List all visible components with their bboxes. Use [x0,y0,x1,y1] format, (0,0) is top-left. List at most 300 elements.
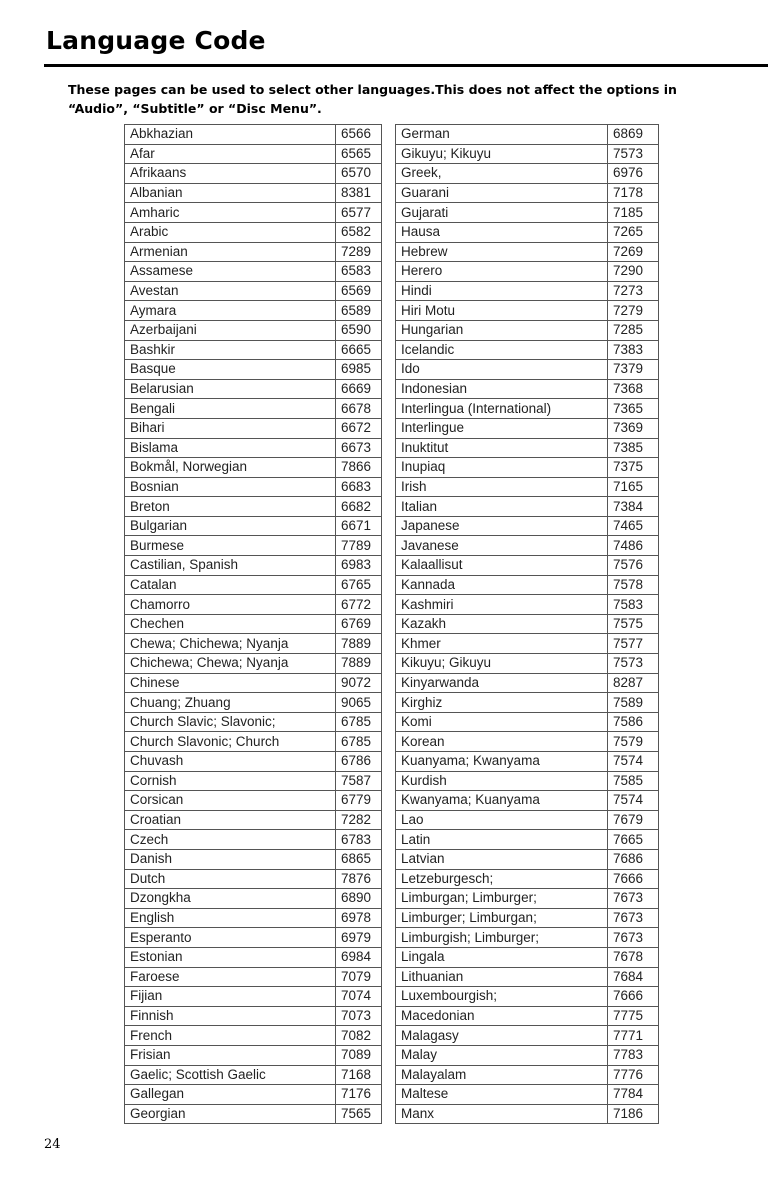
language-name: Corsican [125,791,336,811]
language-name: Lithuanian [396,967,608,987]
language-code: 7673 [608,928,659,948]
language-code: 6978 [336,908,382,928]
table-row [396,889,659,909]
language-name: Guarani [396,183,608,203]
language-name: Arabic [125,222,336,242]
language-code: 6783 [336,830,382,850]
language-name: Korean [396,732,608,752]
language-code: 9072 [336,673,382,693]
language-code: 7573 [608,654,659,674]
language-code: 6672 [336,418,382,438]
table-row [125,281,382,301]
table-row [125,673,382,693]
table-row [125,869,382,889]
table-row [125,301,382,321]
language-code: 7574 [608,752,659,772]
language-name: Bokmål, Norwegian [125,458,336,478]
language-code: 7265 [608,222,659,242]
language-name: Interlingua (International) [396,399,608,419]
table-row [396,536,659,556]
language-name: Aymara [125,301,336,321]
language-code: 7368 [608,379,659,399]
language-code: 7289 [336,242,382,262]
language-name: Gikuyu; Kikuyu [396,144,608,164]
language-code: 7269 [608,242,659,262]
language-name: Kinyarwanda [396,673,608,693]
language-code: 6779 [336,791,382,811]
language-code: 7165 [608,477,659,497]
language-name: Chechen [125,614,336,634]
language-name: Cornish [125,771,336,791]
language-code: 7673 [608,908,659,928]
language-name: Frisian [125,1045,336,1065]
language-code: 7565 [336,1104,382,1124]
language-name: Basque [125,360,336,380]
language-code: 7365 [608,399,659,419]
table-row [396,928,659,948]
language-code: 7589 [608,693,659,713]
language-name: Church Slavic; Slavonic; [125,712,336,732]
language-code: 7889 [336,654,382,674]
language-code: 7186 [608,1104,659,1124]
language-code: 7587 [336,771,382,791]
language-name: Albanian [125,183,336,203]
language-name: Church Slavonic; Church [125,732,336,752]
table-row [125,928,382,948]
table-row [396,732,659,752]
table-row [125,810,382,830]
language-name: Castilian, Spanish [125,556,336,576]
language-name: Dutch [125,869,336,889]
language-name: Burmese [125,536,336,556]
language-code: 6671 [336,516,382,536]
language-name: Bislama [125,438,336,458]
table-row [396,222,659,242]
language-code: 6673 [336,438,382,458]
table-row [396,497,659,517]
table-row [125,360,382,380]
language-code: 7369 [608,418,659,438]
table-row [396,458,659,478]
language-code: 7789 [336,536,382,556]
language-name: Kashmiri [396,595,608,615]
language-code: 7776 [608,1065,659,1085]
language-name: Chinese [125,673,336,693]
language-code: 6570 [336,164,382,184]
table-row [396,556,659,576]
language-code: 7279 [608,301,659,321]
language-name: Hausa [396,222,608,242]
table-row [125,634,382,654]
language-code: 7575 [608,614,659,634]
table-row [125,1026,382,1046]
table-row [125,732,382,752]
language-name: Danish [125,849,336,869]
language-name: Chewa; Chichewa; Nyanja [125,634,336,654]
language-name: Letzeburgesch; [396,869,608,889]
language-code: 7383 [608,340,659,360]
language-name: Avestan [125,281,336,301]
table-row [125,242,382,262]
language-name: Georgian [125,1104,336,1124]
language-name: Italian [396,497,608,517]
language-code: 7574 [608,791,659,811]
table-row [396,654,659,674]
language-code: 6976 [608,164,659,184]
table-row [125,125,382,145]
language-code: 6890 [336,889,382,909]
language-name: Hiri Motu [396,301,608,321]
table-row [125,203,382,223]
language-name: French [125,1026,336,1046]
language-name: Belarusian [125,379,336,399]
language-code: 7178 [608,183,659,203]
language-code: 8287 [608,673,659,693]
language-code: 6582 [336,222,382,242]
table-row [396,1026,659,1046]
language-code: 7585 [608,771,659,791]
language-name: English [125,908,336,928]
table-row [396,908,659,928]
language-name: Latin [396,830,608,850]
table-row [396,673,659,693]
table-row [396,634,659,654]
language-code: 7666 [608,987,659,1007]
language-code: 7375 [608,458,659,478]
language-code: 7666 [608,869,659,889]
table-row [396,1045,659,1065]
table-row [396,791,659,811]
table-row [396,752,659,772]
table-row [396,379,659,399]
language-name: Herero [396,262,608,282]
language-name: Bosnian [125,477,336,497]
language-name: Kwanyama; Kuanyama [396,791,608,811]
language-name: Esperanto [125,928,336,948]
language-name: Khmer [396,634,608,654]
language-name: Gallegan [125,1085,336,1105]
table-row [396,516,659,536]
language-name: Kikuyu; Gikuyu [396,654,608,674]
language-code: 7876 [336,869,382,889]
language-name: Lao [396,810,608,830]
language-code: 6669 [336,379,382,399]
table-row [396,693,659,713]
language-code: 7686 [608,849,659,869]
language-code: 7583 [608,595,659,615]
table-row [125,1006,382,1026]
language-name: Bihari [125,418,336,438]
language-name: Afrikaans [125,164,336,184]
language-name: Malayalam [396,1065,608,1085]
language-code: 6569 [336,281,382,301]
table-row [125,693,382,713]
language-name: Limburgish; Limburger; [396,928,608,948]
language-code: 6785 [336,732,382,752]
language-table-right [395,124,659,1124]
language-name: Manx [396,1104,608,1124]
language-code: 7079 [336,967,382,987]
language-code: 6683 [336,477,382,497]
table-row [396,418,659,438]
table-row [396,164,659,184]
language-code: 6590 [336,320,382,340]
language-code: 7771 [608,1026,659,1046]
table-row [396,810,659,830]
language-code: 7684 [608,967,659,987]
language-code: 7385 [608,438,659,458]
table-row [125,987,382,1007]
table-row [396,399,659,419]
language-code: 7679 [608,810,659,830]
language-code: 6589 [336,301,382,321]
table-row [125,477,382,497]
table-row [125,791,382,811]
language-code: 6869 [608,125,659,145]
language-name: Hebrew [396,242,608,262]
language-name: Kirghiz [396,693,608,713]
table-row [125,1085,382,1105]
language-code: 7168 [336,1065,382,1085]
title-divider [44,64,768,67]
language-name: Gujarati [396,203,608,223]
language-name: Chamorro [125,595,336,615]
language-code: 6985 [336,360,382,380]
language-name: Japanese [396,516,608,536]
language-code: 7465 [608,516,659,536]
language-code: 6772 [336,595,382,615]
intro-line-1: These pages can be used to select other languages.This does not affect the options in [68,82,677,97]
language-name: Macedonian [396,1006,608,1026]
table-row [396,771,659,791]
language-name: Inuktitut [396,438,608,458]
language-name: Gaelic; Scottish Gaelic [125,1065,336,1085]
language-name: Interlingue [396,418,608,438]
language-name: Ido [396,360,608,380]
table-row [125,1045,382,1065]
language-name: Assamese [125,262,336,282]
table-row [396,849,659,869]
language-code: 7073 [336,1006,382,1026]
table-row [125,595,382,615]
language-name: German [396,125,608,145]
language-name: Dzongkha [125,889,336,909]
page-title: Language Code [46,26,266,55]
language-table-left [124,124,382,1124]
language-code: 7082 [336,1026,382,1046]
table-row [396,967,659,987]
table-row [125,830,382,850]
language-name: Amharic [125,203,336,223]
language-name: Chichewa; Chewa; Nyanja [125,654,336,674]
language-name: Armenian [125,242,336,262]
table-row [396,144,659,164]
table-row [396,183,659,203]
language-name: Bengali [125,399,336,419]
language-name: Latvian [396,849,608,869]
language-code: 7074 [336,987,382,1007]
table-row [396,320,659,340]
table-row [125,379,382,399]
language-name: Javanese [396,536,608,556]
table-row [125,849,382,869]
table-row [125,575,382,595]
language-name: Irish [396,477,608,497]
table-row [396,281,659,301]
table-row [396,1104,659,1124]
language-name: Czech [125,830,336,850]
table-row [396,1065,659,1085]
language-code: 6984 [336,947,382,967]
language-code: 7579 [608,732,659,752]
table-row [125,556,382,576]
language-name: Kuanyama; Kwanyama [396,752,608,772]
language-name: Hindi [396,281,608,301]
intro-line-2: “Audio”, “Subtitle” or “Disc Menu”. [68,101,322,116]
language-code: 7678 [608,947,659,967]
table-row [396,1085,659,1105]
language-code: 7089 [336,1045,382,1065]
language-name: Bashkir [125,340,336,360]
language-code: 6786 [336,752,382,772]
language-name: Malay [396,1045,608,1065]
table-row [125,438,382,458]
language-code: 7282 [336,810,382,830]
language-code: 7379 [608,360,659,380]
table-row [396,1006,659,1026]
language-name: Bulgarian [125,516,336,536]
language-code: 7665 [608,830,659,850]
language-name: Kalaallisut [396,556,608,576]
language-name: Croatian [125,810,336,830]
language-code: 6682 [336,497,382,517]
language-name: Faroese [125,967,336,987]
page-number: 24 [44,1137,61,1152]
language-name: Chuang; Zhuang [125,693,336,713]
table-row [125,1104,382,1124]
table-row [125,340,382,360]
language-code: 6765 [336,575,382,595]
language-code: 6577 [336,203,382,223]
table-row [125,752,382,772]
table-row [396,575,659,595]
language-name: Limburger; Limburgan; [396,908,608,928]
language-code: 6566 [336,125,382,145]
language-code: 7775 [608,1006,659,1026]
table-row [125,458,382,478]
table-row [396,301,659,321]
language-code: 7866 [336,458,382,478]
table-row [396,242,659,262]
language-code: 6865 [336,849,382,869]
language-code: 7783 [608,1045,659,1065]
table-row [125,654,382,674]
table-row [396,262,659,282]
language-code: 7185 [608,203,659,223]
language-code: 6983 [336,556,382,576]
table-row [125,399,382,419]
language-code: 7889 [336,634,382,654]
language-code: 7273 [608,281,659,301]
language-name: Kannada [396,575,608,595]
table-row [125,712,382,732]
table-row [125,262,382,282]
language-code: 7290 [608,262,659,282]
table-row [125,771,382,791]
language-name: Kurdish [396,771,608,791]
language-name: Luxembourgish; [396,987,608,1007]
language-code: 8381 [336,183,382,203]
table-row [125,536,382,556]
language-name: Azerbaijani [125,320,336,340]
language-code: 7486 [608,536,659,556]
language-code: 7577 [608,634,659,654]
table-row [125,144,382,164]
language-code: 6678 [336,399,382,419]
language-name: Chuvash [125,752,336,772]
language-name: Finnish [125,1006,336,1026]
table-row [125,497,382,517]
table-row [125,320,382,340]
table-row [125,183,382,203]
table-row [396,203,659,223]
table-row [396,947,659,967]
table-row [125,222,382,242]
language-name: Limburgan; Limburger; [396,889,608,909]
table-row [125,614,382,634]
table-row [125,164,382,184]
language-code: 7176 [336,1085,382,1105]
table-row [396,477,659,497]
language-code: 7384 [608,497,659,517]
table-row [125,1065,382,1085]
language-code: 7784 [608,1085,659,1105]
language-name: Kazakh [396,614,608,634]
language-name: Breton [125,497,336,517]
table-row [396,987,659,1007]
language-name: Indonesian [396,379,608,399]
language-name: Lingala [396,947,608,967]
language-name: Catalan [125,575,336,595]
language-code: 7586 [608,712,659,732]
language-name: Inupiaq [396,458,608,478]
table-row [396,595,659,615]
language-code: 6785 [336,712,382,732]
table-row [396,340,659,360]
language-name: Malagasy [396,1026,608,1046]
table-row [396,360,659,380]
language-code: 7576 [608,556,659,576]
language-code: 7578 [608,575,659,595]
intro-text [68,80,728,118]
language-name: Abkhazian [125,125,336,145]
language-name: Afar [125,144,336,164]
language-code: 7573 [608,144,659,164]
language-code: 6665 [336,340,382,360]
language-code: 7673 [608,889,659,909]
language-code: 6583 [336,262,382,282]
table-row [396,125,659,145]
table-row [125,889,382,909]
language-name: Maltese [396,1085,608,1105]
language-code: 6769 [336,614,382,634]
language-code: 7285 [608,320,659,340]
language-code: 6979 [336,928,382,948]
table-row [125,418,382,438]
language-name: Komi [396,712,608,732]
language-name: Hungarian [396,320,608,340]
table-row [396,830,659,850]
